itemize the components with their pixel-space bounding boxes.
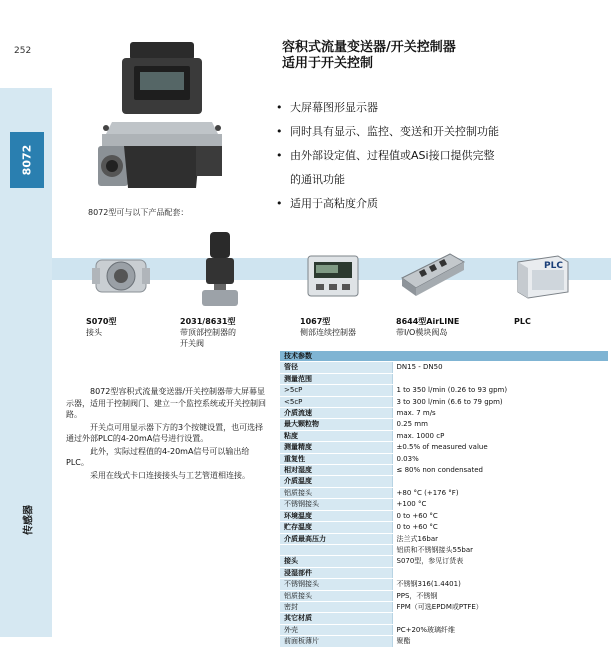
valve-image (196, 230, 244, 310)
sidebar-product-code (10, 132, 44, 188)
product-label-2031 (180, 316, 236, 349)
bullet-icon: • (276, 197, 283, 210)
sidebar-code-text: 8072 (20, 144, 34, 176)
spec-value: 不锈钢316(1.4401) (392, 579, 608, 590)
spec-row (280, 408, 608, 419)
spec-value: S070型，参见订货表 (392, 556, 608, 567)
controller-image (304, 252, 362, 300)
title-line-2: 适用于开关控制 (282, 56, 374, 71)
product-desc: 带顶部控制器的 (180, 328, 236, 337)
spec-row (280, 396, 608, 407)
product-name: 8644型AirLINE (396, 317, 460, 326)
spec-key: 介质流速 (280, 408, 392, 419)
spec-row (280, 499, 608, 510)
spec-key: 最大颗粒物 (280, 419, 392, 430)
spec-row (280, 373, 608, 384)
spec-value: +80 °C (+176 °F) (392, 487, 608, 498)
spec-value: 法兰式16bar (392, 533, 608, 544)
product-label-8644 (396, 316, 459, 338)
spec-value: 3 to 300 l/min (6.6 to 79 gpm) (392, 396, 608, 407)
feature-item (276, 96, 499, 120)
page-title (282, 40, 456, 72)
spec-value (392, 567, 608, 578)
product-name: 2031/8631型 (180, 317, 236, 326)
description-paragraph: 采用在线式卡口连接接头与工艺管道相连接。 (90, 470, 250, 480)
spec-value: 0.03% (392, 453, 608, 464)
spec-row (280, 544, 608, 555)
spec-key: 其它材质 (280, 613, 392, 624)
spec-key: 介质温度 (280, 476, 392, 487)
plc-image (512, 252, 572, 300)
spec-key: 重复性 (280, 453, 392, 464)
feature-item (276, 144, 499, 168)
spec-value: 铝质和不锈钢接头55bar (392, 544, 608, 555)
spec-key: <5cP (280, 396, 392, 407)
spec-value: DN15 - DN50 (392, 362, 608, 373)
feature-text: 同时具有显示、监控、变送和开关控制功能 (290, 125, 499, 138)
bullet-icon: • (276, 125, 283, 138)
spec-value: 0 to +60 °C (392, 522, 608, 533)
description-paragraph: 开关点可用显示器下方的3个按键设置，也可选择通过外部PLC的4-20mA信号进行设置。 (66, 422, 264, 443)
valve-island-image (398, 248, 468, 300)
spec-value: FPM（可选EPDM或PTFE） (392, 601, 608, 612)
spec-key: 铝质接头 (280, 590, 392, 601)
spec-value: 聚酯 (392, 636, 608, 647)
spec-key: 不锈钢接头 (280, 579, 392, 590)
spec-value: max. 7 m/s (392, 408, 608, 419)
spec-key: 浸湿部件 (280, 567, 392, 578)
spec-key: 贮存温度 (280, 522, 392, 533)
spec-value: 0.25 mm (392, 419, 608, 430)
spec-key: 铝质接头 (280, 487, 392, 498)
product-desc: 接头 (86, 328, 102, 337)
feature-text: 的通讯功能 (290, 173, 345, 186)
flow-transmitter-image (92, 38, 232, 198)
product-desc: 开关阀 (180, 339, 204, 348)
description-paragraph: 此外，实际过程值的4-20mA信号可以输出给PLC。 (66, 446, 250, 467)
product-desc: 侧部连续控制器 (300, 328, 356, 337)
spec-key: 粘度 (280, 430, 392, 441)
spec-row (280, 385, 608, 396)
spec-row (280, 362, 608, 373)
spec-row (280, 567, 608, 578)
spec-key: 测量精度 (280, 442, 392, 453)
spec-value (392, 613, 608, 624)
product-name: PLC (514, 317, 531, 326)
spec-value: 0 to +60 °C (392, 510, 608, 521)
spec-value: ≤ 80% non condensated (392, 465, 608, 476)
spec-key: 密封 (280, 601, 392, 612)
spec-row (280, 442, 608, 453)
title-line-1: 容积式流量变送器/开关控制器 (282, 40, 456, 55)
spec-key: 环境温度 (280, 510, 392, 521)
spec-key: 前面板薄片 (280, 636, 392, 647)
spec-row (280, 624, 608, 635)
sidebar-category-text: 传感器 (23, 505, 35, 535)
spec-row (280, 579, 608, 590)
spec-key: 外壳 (280, 624, 392, 635)
spec-value (392, 373, 608, 384)
spec-row (280, 522, 608, 533)
description-paragraph: 8072型容积式流量变送器/开关控制器带大屏幕显示器，适用于控制阀门、建立一个监控系统或开关控制回路。 (66, 387, 266, 419)
spec-value: 1 to 350 l/min (0.26 to 93 gpm) (392, 385, 608, 396)
spec-row (280, 465, 608, 476)
spec-value (392, 476, 608, 487)
spec-value: PC+20%玻璃纤维 (392, 624, 608, 635)
specs-header: 技术参数 (280, 351, 608, 362)
specs-header-row (280, 351, 608, 362)
bullet-icon: • (276, 101, 283, 114)
feature-text: 由外部设定值、过程值或ASi接口提供完整 (290, 149, 495, 162)
spec-row (280, 636, 608, 647)
spec-key: 介质最高压力 (280, 533, 392, 544)
product-label-1067 (300, 316, 356, 338)
feature-list (276, 96, 499, 216)
spec-key: 测量范围 (280, 373, 392, 384)
sidebar-category (13, 500, 41, 540)
product-name: S070型 (86, 317, 117, 326)
spec-row (280, 601, 608, 612)
spec-key: 接头 (280, 556, 392, 567)
spec-row (280, 476, 608, 487)
spec-row (280, 533, 608, 544)
spec-key: 相对湿度 (280, 465, 392, 476)
specs-table (280, 351, 608, 648)
spec-row (280, 430, 608, 441)
fitting-image (88, 246, 154, 302)
spec-value: max. 1000 cP (392, 430, 608, 441)
spec-row (280, 590, 608, 601)
feature-item (276, 120, 499, 144)
spec-row (280, 487, 608, 498)
feature-text: 适用于高粘度介质 (290, 197, 378, 210)
product-label-plc (514, 316, 531, 327)
compatibility-title: 8072型可与以下产品配套： (88, 208, 189, 217)
spec-value: ±0.5% of measured value (392, 442, 608, 453)
product-label-s070 (86, 316, 116, 338)
spec-key (280, 544, 392, 555)
feature-item-continuation (276, 168, 499, 192)
spec-row (280, 419, 608, 430)
bullet-icon: • (276, 149, 283, 162)
spec-value: +100 °C (392, 499, 608, 510)
spec-key: 管径 (280, 362, 392, 373)
feature-text: 大屏幕图形显示器 (290, 101, 378, 114)
spec-value: PPS，不锈钢 (392, 590, 608, 601)
product-name: 1067型 (300, 317, 331, 326)
product-description (66, 386, 266, 482)
spec-row (280, 613, 608, 624)
spec-row (280, 453, 608, 464)
spec-key: >5cP (280, 385, 392, 396)
spec-key: 不锈钢接头 (280, 499, 392, 510)
spec-row (280, 510, 608, 521)
product-desc: 带I/O模块阀岛 (396, 328, 448, 337)
plc-tag-text: PLC (544, 261, 563, 271)
spec-row (280, 556, 608, 567)
page-number: 252 (14, 46, 32, 56)
feature-item (276, 192, 499, 216)
